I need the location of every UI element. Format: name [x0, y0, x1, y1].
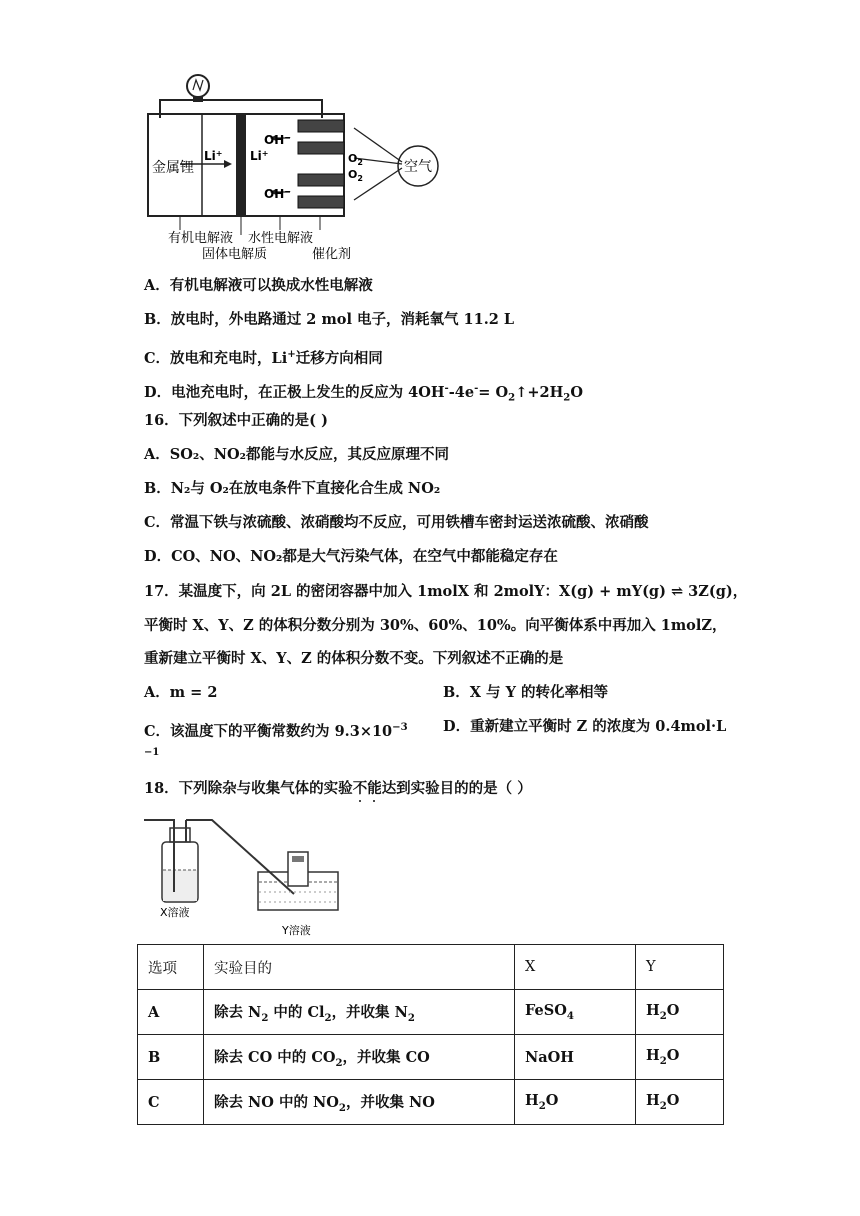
row-b-x: NaOH: [515, 1035, 636, 1080]
header-y: Y: [636, 945, 724, 990]
q16-stem: 16．下列叙述中正确的是( ): [144, 412, 328, 429]
q17-stem-line3: 重新建立平衡时 X、Y、Z 的体积分数不变。下列叙述不正确的是: [144, 650, 564, 667]
row-b-option: B: [138, 1035, 204, 1080]
label-solid-electrolyte: 固体电解质: [202, 247, 268, 262]
q16-option-b: B．N₂与 O₂在放电条件下直接化合生成 NO₂: [144, 480, 441, 497]
options-table: [137, 944, 724, 1125]
q16-option-a: A．SO₂、NO₂都能与水反应，其反应原理不同: [144, 446, 449, 463]
q16-option-d: D．CO、NO、NO₂都是大气污染气体，在空气中都能稳定存在: [144, 548, 558, 565]
label-o2-1: $O_2$: [348, 152, 363, 167]
label-air: 空气: [404, 159, 432, 175]
header-option: 选项: [138, 945, 204, 990]
label-organic-electrolyte: 有机电解液: [168, 231, 234, 246]
q15-option-a: A．有机电解液可以换成水性电解液: [144, 277, 373, 294]
q17-option-d-wrap: −1: [144, 747, 160, 758]
q17-stem-line2: 平衡时 X、Y、Z 的体积分数分别为 30%、60%、10%。向平衡体系中再加入 1molZ，: [144, 617, 727, 634]
q17-option-a: A．m = 2: [144, 684, 218, 701]
table-row: [138, 1080, 724, 1125]
label-metal-lithium: 金属锂: [152, 160, 194, 176]
row-a-goal: 除去 $N_2$ 中的 $Cl_2$，并收集 $N_2$: [204, 990, 515, 1035]
row-c-option: C: [138, 1080, 204, 1125]
table-row: [138, 990, 724, 1035]
row-c-y: $H_2O$: [636, 1080, 724, 1125]
label-oh-1: OH−: [264, 133, 291, 147]
row-a-y: $H_2O$: [636, 990, 724, 1035]
q16-option-c: C．常温下铁与浓硫酸、浓硝酸均不反应，可用铁槽车密封运送浓硫酸、浓硝酸: [144, 514, 649, 531]
q15-option-b: B．放电时，外电路通过 2 mol 电子，消耗氧气 11.2 L: [144, 311, 515, 328]
row-b-goal: 除去 CO 中的 $CO_2$，并收集 CO: [204, 1035, 515, 1080]
table-row: [138, 1035, 724, 1080]
row-b-y: $H_2O$: [636, 1035, 724, 1080]
q17-stem-line1: 17．某温度下，向 2L 的密闭容器中加入 1molX 和 2molY：X(g) + mY(g) ⇌ 3Z(g)，: [144, 583, 748, 600]
row-c-x: $H_2O$: [515, 1080, 636, 1125]
q17-option-c: C．该温度下的平衡常数约为 $9.3\times 10^{-3}$: [144, 721, 408, 740]
label-y-solution: Y溶液: [282, 924, 311, 937]
row-a-x: FeSO$_4$: [515, 990, 636, 1035]
label-aqueous-electrolyte: 水性电解液: [248, 231, 314, 246]
label-li-ion-2: Li+: [250, 149, 269, 163]
q18-stem: 18．下列除杂与收集气体的实验不能达到实验目的的是（ ）: [144, 780, 532, 797]
apparatus-diagram: [140, 812, 380, 940]
q17-option-d: D．重新建立平衡时 Z 的浓度为 0.4mol·L: [443, 718, 727, 735]
battery-diagram: [140, 70, 440, 265]
label-x-solution: X溶液: [160, 906, 190, 919]
q17-option-b: B．X 与 Y 的转化率相等: [443, 684, 609, 701]
row-a-option: A: [138, 990, 204, 1035]
table-header-row: [138, 945, 724, 990]
header-goal: 实验目的: [204, 945, 515, 990]
row-c-goal: 除去 NO 中的 $NO_2$，并收集 NO: [204, 1080, 515, 1125]
label-li-ion-1: Li+: [204, 149, 223, 163]
header-x: X: [515, 945, 636, 990]
label-oh-2: OH−: [264, 187, 291, 201]
label-o2-2: $O_2$: [348, 168, 363, 183]
q15-option-d: D．电池充电时，在正极上发生的反应为 $4OH^--4e^-= O_2↑+2H_2O$: [144, 382, 583, 404]
label-catalyst: 催化剂: [312, 247, 352, 262]
q15-option-c: C．放电和充电时，Li+迁移方向相同: [144, 348, 383, 367]
